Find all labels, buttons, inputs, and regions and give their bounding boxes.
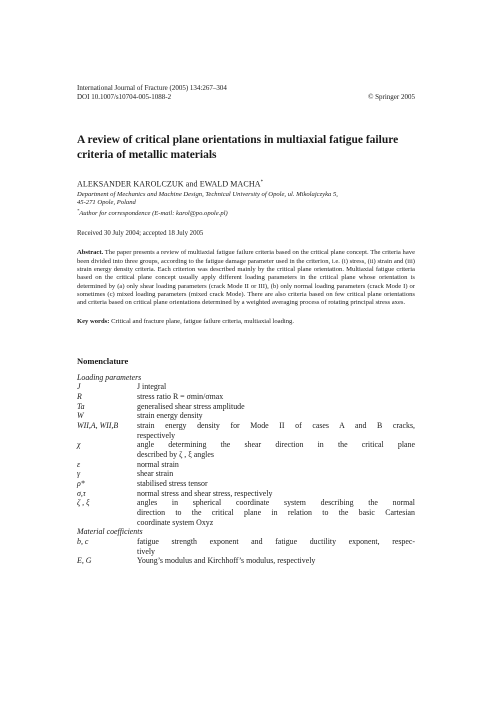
- nomenclature-row: [77, 440, 415, 459]
- journal-header: [77, 84, 415, 102]
- nomenclature-symbol: J: [77, 382, 81, 392]
- copyright: © Springer 2005: [368, 93, 415, 101]
- nomenclature-symbol: b, c: [77, 536, 89, 546]
- nomenclature-symbol: σ,τ: [77, 488, 86, 498]
- received-dates: Received 30 July 2004; accepted 18 July 2005: [77, 230, 204, 238]
- nomenclature-description: J integral: [137, 382, 167, 392]
- correspondence: *Author for correspondence (E-mail: karol@po.opole.pl): [77, 208, 228, 218]
- nomenclature-row: [77, 498, 415, 527]
- nomenclature-description: stress ratio R = σmin/σmax: [137, 392, 224, 402]
- keywords-text: Critical and fracture plane, fatigue failure criteria, multiaxial loading.: [111, 317, 294, 325]
- nomenclature-description: generalised shear stress amplitude: [137, 401, 245, 411]
- nomenclature-description: normal stress and shear stress, respectively: [137, 488, 273, 498]
- nomenclature-description: strain energy density for Mode II of cases A and B cracks, respectively: [137, 421, 415, 440]
- nomenclature-description: stabilised stress tensor: [137, 479, 208, 489]
- nomenclature-row: [77, 469, 415, 479]
- nomenclature-row: [77, 421, 415, 440]
- nomenclature-symbol: WII,A, WII,B: [77, 421, 119, 431]
- nomenclature-heading: Nomenclature: [77, 355, 129, 366]
- nomenclature-row: [77, 460, 415, 470]
- nomenclature-symbol: γ: [77, 469, 81, 479]
- authors: ALEKSANDER KAROLCZUK and EWALD MACHA*: [77, 179, 264, 189]
- nomenclature-row: [77, 392, 415, 402]
- keywords: [77, 318, 415, 326]
- nomenclature-symbol: R: [77, 392, 82, 402]
- nomenclature-row: [77, 537, 415, 556]
- nomenclature-description: fatigue strength exponent and fatigue ductility exponent, respec- tively: [137, 536, 415, 556]
- nomenclature-symbol: ζ , ξ: [77, 498, 90, 508]
- nomenclature-row: [77, 411, 415, 421]
- abstract-label: Abstract.: [77, 249, 104, 257]
- nomenclature-description: angle determining the shear direction in the critical plane described by ζ , ξ angles: [137, 440, 415, 460]
- doi: DOI 10.1007/s10704-005-1088-2: [77, 93, 172, 101]
- group-heading-material: Material coefficients: [77, 527, 143, 537]
- nomenclature-row: [77, 402, 415, 412]
- nomenclature-row: [77, 489, 415, 499]
- nomenclature-description: angles in spherical coordinate system describing the normal direction to the critical plane in relation to the basic Cartesian coordinate system Oxyz: [137, 498, 415, 527]
- nomenclature-symbol: E, G: [77, 556, 92, 566]
- keywords-label: Key words:: [77, 317, 110, 325]
- abstract-text: The paper presents a review of multiaxial fatigue failure criteria based on the critical plane concept. The criteria have been divided into three groups, according to the fatigue damage parameter used in the criterion, i.e. (i) stress, (ii) strain and (iii) strain energy density criteria. Each criterion was described mainly by the critical plane orientation. Multiaxial fatigue criteria based on the critical plane concept usually apply different loading parameters in the critical plane whose orientation is determined by (a) only shear loading parameters (crack Mode II or III), (b) only normal loading parameters (crack Mode I) or sometimes (c) mixed loading parameters (mixed crack Mode). There are also criteria based on few critical plane orientations and criteria based on critical plane orientations determined by a weighted averaging process of rotating principal stress axes.: [77, 249, 415, 307]
- nomenclature-symbol: χ: [77, 440, 81, 450]
- nomenclature-description: normal strain: [137, 459, 179, 469]
- nomenclature-row: [77, 556, 415, 566]
- loading-parameters-list: [77, 382, 415, 527]
- nomenclature-row: [77, 382, 415, 392]
- nomenclature-description: strain energy density: [137, 411, 203, 421]
- nomenclature-row: [77, 479, 415, 489]
- nomenclature-symbol: W: [77, 411, 84, 421]
- nomenclature-symbol: ε: [77, 459, 81, 469]
- journal-citation: International Journal of Fracture (2005) 134:267–304: [77, 84, 227, 92]
- nomenclature-description: shear strain: [137, 469, 174, 479]
- author-mark: *: [260, 180, 264, 185]
- group-heading-loading: Loading parameters: [77, 372, 142, 382]
- nomenclature-symbol: ρ*: [77, 479, 85, 489]
- nomenclature-list: [77, 373, 415, 566]
- nomenclature-description: Young’s modulus and Kirchhoff’s modulus, respectively: [137, 556, 316, 566]
- paper-title: A review of critical plane orientations in multiaxial fatigue failure criteria of metallic materials: [77, 134, 399, 161]
- nomenclature-symbol: Ta: [77, 401, 85, 411]
- affiliation: Department of Mechanics and Machine Design, Technical University of Opole, ul. Mikolajczyka 5, 45-271 Opole, Poland *Author for correspondence (E-mail: karol@po.opole.pl): [77, 191, 415, 219]
- material-coefficients-list: [77, 537, 415, 566]
- abstract: [77, 249, 415, 307]
- paper-page: [77, 84, 415, 566]
